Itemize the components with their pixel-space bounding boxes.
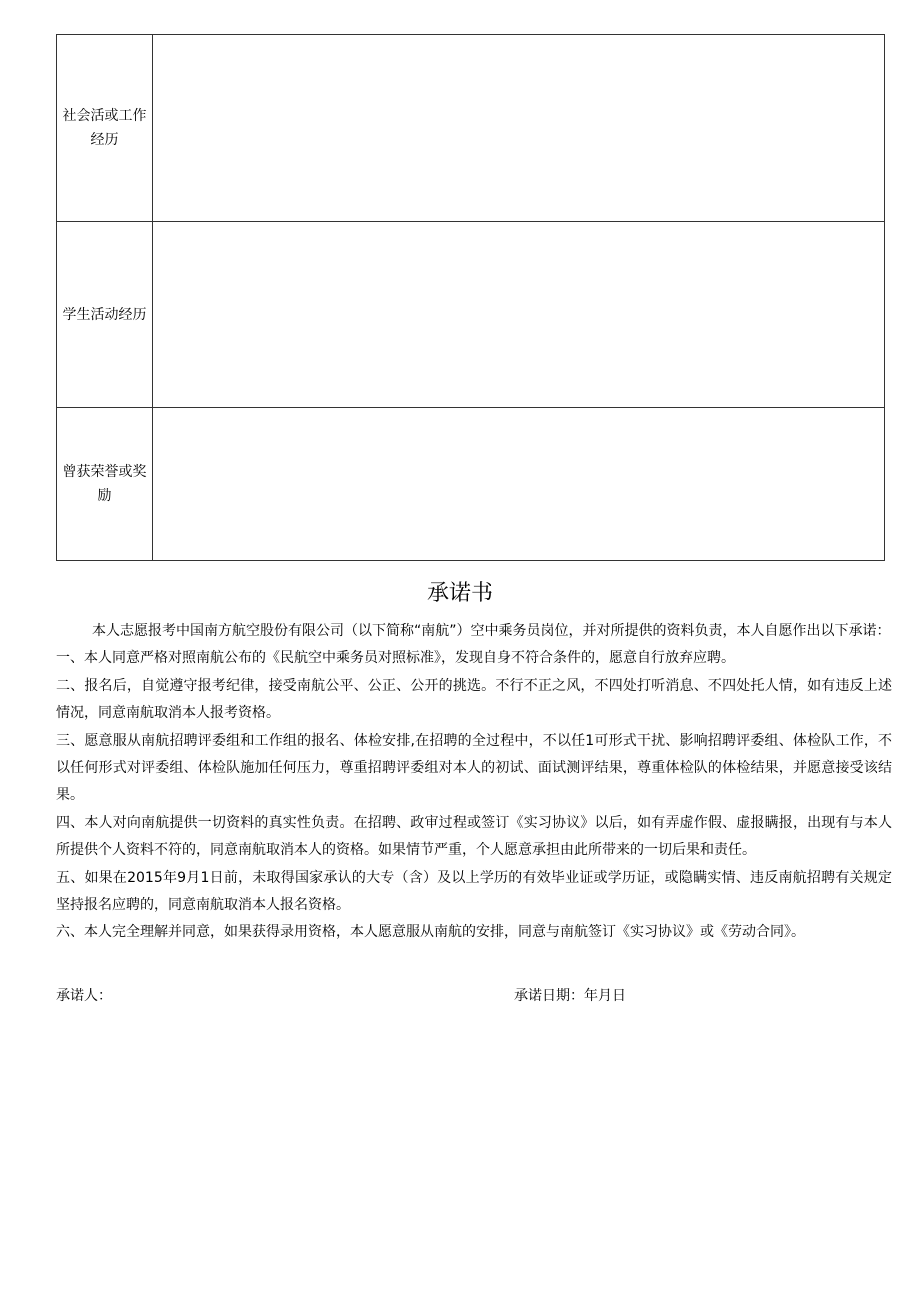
application-form-table bbox=[56, 34, 885, 561]
student-activities-label: 学生活动经历 bbox=[57, 222, 153, 408]
signature-line bbox=[56, 983, 892, 1009]
pledge-item-1: 一、本人同意严格对照南航公布的《民航空中乘务员对照标准》，发现自身不符合条件的，愿意自行放弃应聘。 bbox=[56, 650, 735, 667]
work-experience-field[interactable] bbox=[153, 35, 885, 222]
pledge-date-label: 承诺日期：年月日 bbox=[514, 988, 626, 1004]
pledge-title: 承诺书 bbox=[426, 581, 493, 606]
form-row-student-activities bbox=[57, 222, 885, 408]
pledge-item-2: 二、报名后，自觉遵守报考纪律，接受南航公平、公正、公开的挑选。不行不正之风，不四处打听消息、不四处托人情，如有违反上述情况，同意南航取消本人报考资格。 bbox=[56, 677, 892, 722]
form-row-work-experience bbox=[57, 35, 885, 222]
pledge-intro: 本人志愿报考中国南方航空股份有限公司（以下简称“南航”）空中乘务员岗位，并对所提供的资料负责，本人自愿作出以下承诺： bbox=[92, 623, 891, 639]
pledge-item-5: 五、如果在2015年9月1日前，未取得国家承认的大专（含）及以上学历的有效毕业证或学历证，或隐瞒实情、违反南航招聘有关规定坚持报名应聘的，同意南航取消本人报名资格。 bbox=[56, 869, 892, 914]
pledge-item-3: 三、愿意服从南航招聘评委组和工作组的报名、体检安排,在招聘的全过程中，不以任1可形式干扰、影响招聘评委组、体检队工作，不以任何形式对评委组、体检队施加任何压力，尊重招聘评委组对本人的初试、面试测评结果，尊重体检队的体检结果，并愿意接受该结果。 bbox=[56, 732, 892, 804]
work-experience-label: 社会活或工作经历 bbox=[57, 35, 153, 222]
signer-label: 承诺人： bbox=[56, 988, 112, 1004]
pledge-body bbox=[56, 618, 892, 947]
honors-field[interactable] bbox=[153, 408, 885, 561]
form-row-honors bbox=[57, 408, 885, 561]
student-activities-field[interactable] bbox=[153, 222, 885, 408]
honors-label: 曾获荣誉或奖励 bbox=[57, 408, 153, 561]
pledge-item-6: 六、本人完全理解并同意，如果获得录用资格，本人愿意服从南航的安排，同意与南航签订《实习协议》或《劳动合同》。 bbox=[56, 924, 805, 941]
pledge-item-4: 四、本人对向南航提供一切资料的真实性负责。在招聘、政审过程或签订《实习协议》以后，如有弄虚作假、虚报瞒报，出现有与本人所提供个人资料不符的，同意南航取消本人的资格。如果情节严重，个人愿意承担由此所带来的一切后果和责任。 bbox=[56, 814, 892, 859]
